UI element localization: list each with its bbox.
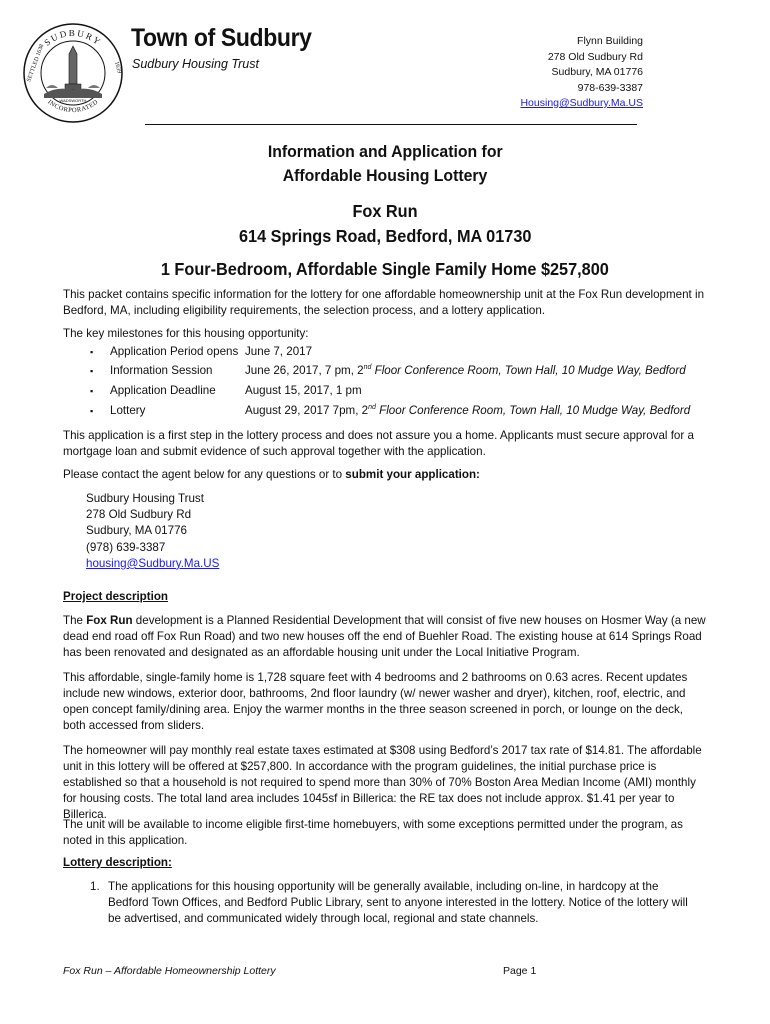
address-city: Sudbury, MA 01776 bbox=[551, 66, 643, 78]
contact-block bbox=[86, 491, 219, 572]
bullet-icon: ▪ bbox=[90, 406, 94, 416]
home-summary: 1 Four-Bedroom, Affordable Single Family Home $257,800 bbox=[161, 259, 609, 279]
contact-name: Sudbury Housing Trust bbox=[86, 492, 204, 505]
milestone-value: August 15, 2017, 1 pm bbox=[245, 384, 362, 397]
lottery-description-heading: Lottery description: bbox=[63, 856, 172, 869]
first-step-paragraph: This application is a first step in the lottery process and does not assure you a home. Applicants must secure approval for a mortgage loan and submit evidence of such approval together with the application. bbox=[63, 429, 694, 458]
seal-text-bottom: INCORPORATED bbox=[46, 98, 100, 115]
milestone-value: August 29, 2017 7pm, 2nd Floor Conference Room, Town Hall, 10 Mudge Way, Bedford bbox=[245, 404, 691, 417]
svg-text:SUDBURY bbox=[42, 28, 103, 48]
intro-paragraph: This packet contains specific information for the lottery for one affordable homeownership unit at the Fox Run development in Bedford, MA, including eligibility requirements, the selection process, and a lottery application. bbox=[63, 288, 705, 317]
milestones-heading: The key milestones for this housing opportunity: bbox=[63, 327, 309, 340]
property-address: 614 Springs Road, Bedford, MA 01730 bbox=[238, 226, 532, 246]
lottery-item-text: The applications for this housing opportunity will be generally available, including on-line, in hardcopy at the Bedford Town Offices, and Bedford Public Library, sent to anyone interested in the lottery. Notice of the lottery will be advertised, and communicated widely through local, regional and state channels. bbox=[108, 880, 688, 925]
footer-title: Fox Run – Affordable Homeownership Lottery bbox=[63, 965, 276, 977]
bullet-icon: ▪ bbox=[90, 366, 94, 376]
seal-text-left: SETTLED 1638 bbox=[26, 43, 46, 83]
milestone-value: June 7, 2017 bbox=[245, 345, 313, 358]
address-phone: 978-639-3387 bbox=[577, 81, 643, 94]
seal-text-monument: WADSWORTH bbox=[59, 98, 87, 103]
milestone-label: Information Session bbox=[110, 364, 213, 377]
milestone-value: June 26, 2017, 7 pm, 2nd Floor Conference Room, Town Hall, 10 Mudge Way, Bedford bbox=[245, 364, 686, 377]
project-paragraph-2: This affordable, single-family home is 1,728 square feet with 4 bedrooms and 2 bathrooms on 0.63 acres. Recent updates include new windows, exterior door, bathrooms, 2nd floor laundry (w/ newer washer and dryer), kitchen, roof, electric, and open concept family/dining area. Enjoy the warmer months in the three season screened in porch, or lounge on the deck, both accessed from sliders. bbox=[63, 671, 688, 732]
project-paragraph-4: The unit will be available to income eligible first-time homebuyers, with some exceptions permitted under the program, as noted in this application. bbox=[63, 818, 683, 847]
seal-monument bbox=[44, 46, 102, 98]
project-paragraph-3: The homeowner will pay monthly real estate taxes estimated at $308 using Bedford’s 2017 tax rate of $14.81. The affordable unit in this lottery will be offered at $257,800. In accordance with the program guidelines, the initial purchase price is established so that a household is not required to spend more than 30% of 70% Boston Area Median Income (AMI) monthly for housing costs. The total land area includes 1045sf in Billerica: the RE tax does not include approx. $1.41 per year to Billerica. bbox=[63, 744, 702, 821]
property-name: Fox Run bbox=[352, 201, 418, 221]
project-description-heading: Project description bbox=[63, 590, 169, 603]
title-line-2: Affordable Housing Lottery bbox=[282, 166, 488, 185]
header-email-link[interactable]: Housing@Sudbury.Ma.US bbox=[520, 97, 643, 109]
milestone-label: Application Deadline bbox=[110, 384, 216, 397]
address-street: 278 Old Sudbury Rd bbox=[547, 50, 643, 63]
lottery-item-number: 1. bbox=[90, 880, 100, 893]
contact-email-link[interactable]: housing@Sudbury.Ma.US bbox=[86, 556, 220, 570]
milestone-label: Application Period opens bbox=[110, 345, 239, 358]
town-name: Town of Sudbury bbox=[131, 24, 312, 52]
seal-text-top: SUDBURY bbox=[42, 27, 104, 48]
header-address bbox=[520, 34, 643, 112]
town-seal-logo bbox=[22, 22, 124, 124]
project-paragraph-1: The Fox Run development is a Planned Residential Development that will consist of five new houses on Hosmer Way (a new dead end road off Fox Run Road) and two new houses off the end of Buehler Road. The existing house at 614 Springs Road has been renovated and designated as an affordable housing unit under the Local Initiative Program. bbox=[63, 614, 706, 659]
trust-name: Sudbury Housing Trust bbox=[132, 57, 259, 71]
bullet-icon: ▪ bbox=[90, 347, 94, 357]
contact-prompt: Please contact the agent below for any questions or to submit your application: bbox=[63, 468, 480, 481]
address-building: Flynn Building bbox=[577, 35, 643, 47]
header-divider bbox=[145, 124, 637, 125]
title-line-1: Information and Application for bbox=[267, 142, 503, 161]
contact-city: Sudbury, MA 01776 bbox=[86, 524, 187, 538]
page-number: Page 1 bbox=[503, 965, 537, 977]
contact-phone: (978) 639-3387 bbox=[86, 540, 166, 554]
seal-text-right: 1639 bbox=[113, 60, 122, 75]
contact-street: 278 Old Sudbury Rd bbox=[86, 508, 192, 522]
bullet-icon: ▪ bbox=[90, 386, 94, 396]
milestone-label: Lottery bbox=[110, 404, 146, 417]
